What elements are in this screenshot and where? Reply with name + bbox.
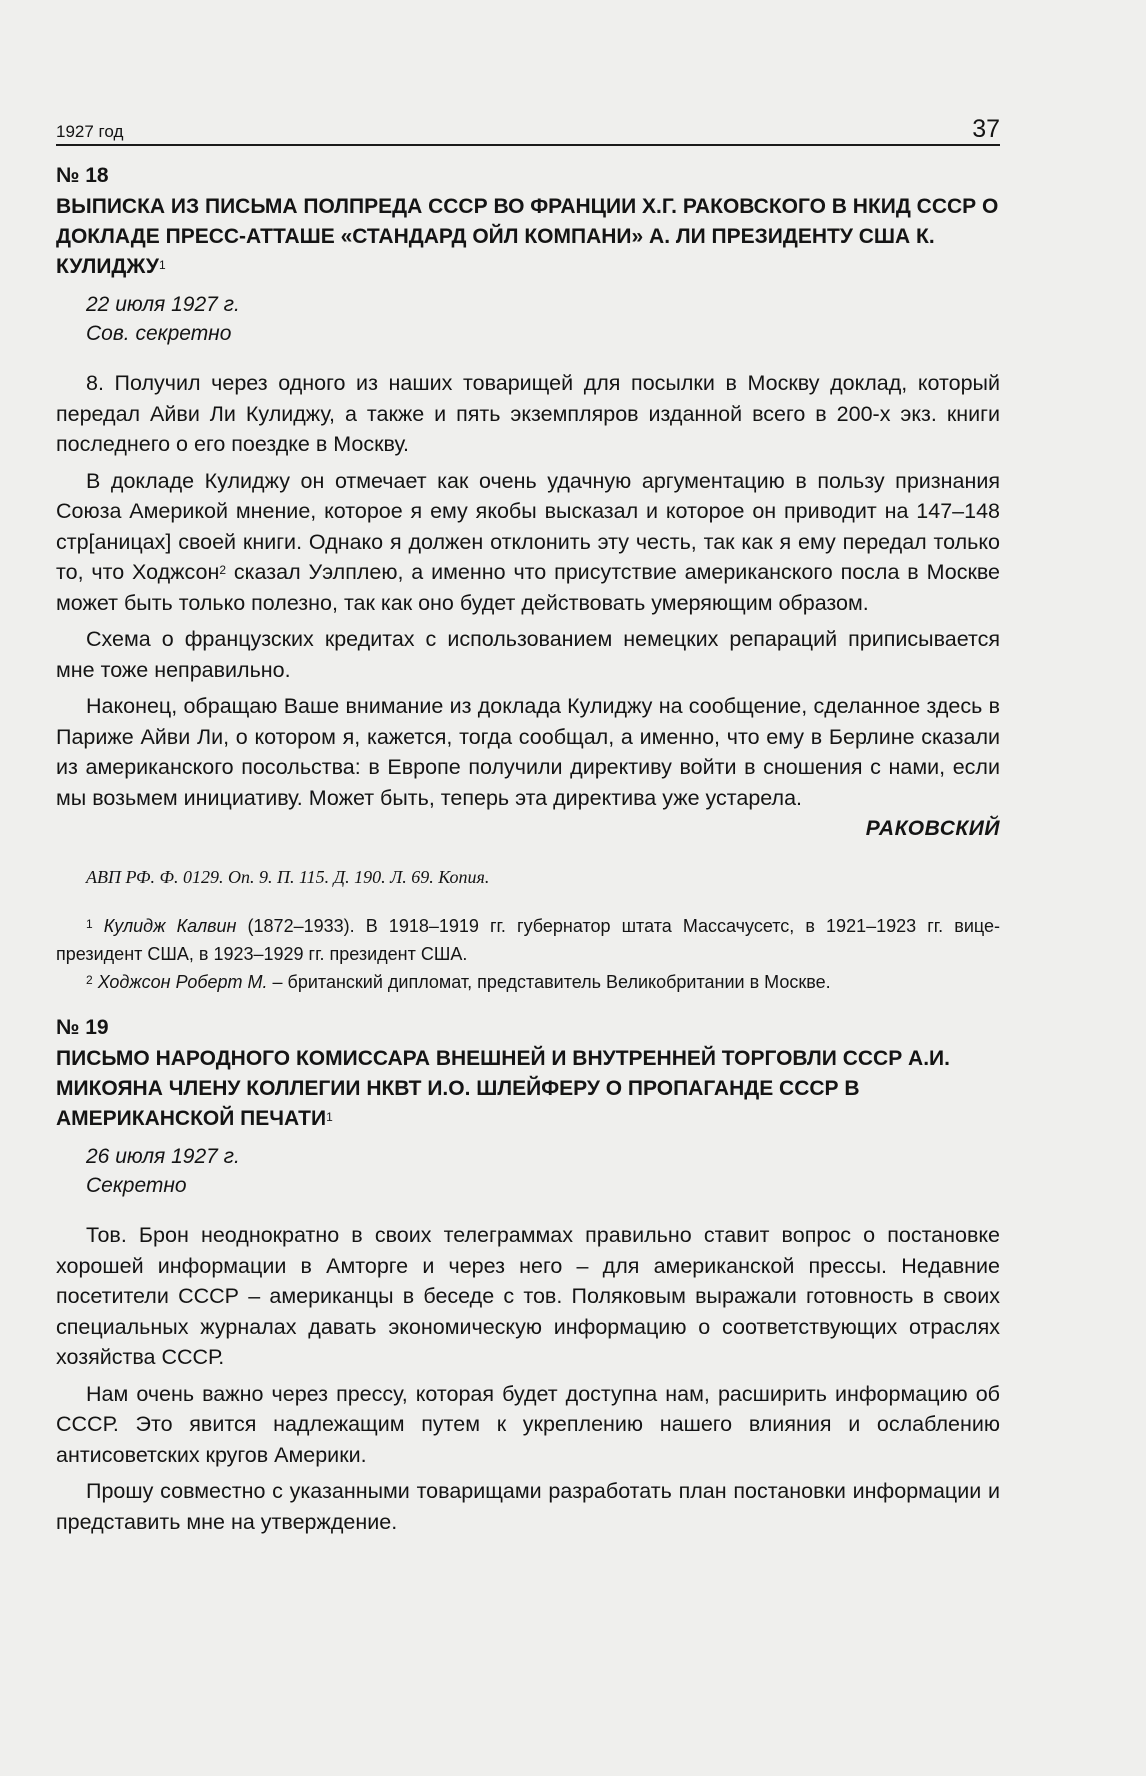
document-date: 26 июля 1927 г.: [86, 1145, 240, 1168]
paragraph: [56, 466, 1000, 619]
page-number: 37: [972, 115, 1000, 143]
document-title-text: ПИСЬМО НАРОДНОГО КОМИССАРА ВНЕШНЕЙ И ВНУТРЕННЕЙ ТОРГОВЛИ СССР А.И. МИКОЯНА ЧЛЕНУ КОЛЛЕГИИ НКВТ И.О. ШЛЕЙФЕРУ О ПРОПАГАНДЕ СССР В АМЕРИКАНСКОЙ ПЕЧАТИ: [56, 1047, 950, 1130]
paragraph: Прошу совместно с указанными товарищами разработать план постановки информации и представить мне на утверждение.: [56, 1479, 1000, 1534]
footnote-name: Ходжсон Роберт М.: [97, 972, 268, 992]
document-title-text: ВЫПИСКА ИЗ ПИСЬМА ПОЛПРЕДА СССР ВО ФРАНЦИИ Х.Г. РАКОВСКОГО В НКИД СССР О ДОКЛАДЕ ПРЕСС-АТТАШЕ «СТАНДАРД ОЙЛ КОМПАНИ» А. ЛИ ПРЕЗИДЕНТУ США К. КУЛИДЖУ: [56, 195, 999, 278]
footnote-ref: 1: [158, 258, 166, 272]
paragraph: Тов. Брон неоднократно в своих телеграммах правильно ставит вопрос о постановке хорошей информации в Амторге и через него – для американской прессы. Недавние посетители СССР – американцы в беседе с тов. Поляковым выражали готовность в своих специальных журналах давать экономическую информацию о соответствующих отраслях хозяйства СССР.: [56, 1223, 1000, 1369]
signature: РАКОВСКИЙ: [865, 817, 1000, 840]
paragraph: Наконец, обращаю Ваше внимание из доклада Кулиджу на сообщение, сделанное здесь в Париже Айви Ли, о котором я, кажется, тогда сообщал, а именно, что ему в Берлине сказали из американского посольства: в Европе получили директиву войти в сношения с нами, если мы возьмем инициативу. Может быть, теперь эта директива уже устарела.: [56, 694, 1000, 810]
classification-mark: Секретно: [86, 1174, 187, 1197]
footnote-name: Кулидж Калвин: [103, 916, 237, 936]
document-title: [56, 192, 1000, 282]
footnote-ref: 2: [219, 563, 227, 577]
document-title: [56, 1044, 1000, 1134]
footnote: [56, 912, 1000, 968]
document-18: [56, 164, 1000, 996]
footnote-mark: 2: [86, 973, 93, 987]
footnote: [56, 968, 1000, 996]
running-head: [56, 110, 1000, 146]
archive-reference: АВП РФ. Ф. 0129. Оп. 9. П. 115. Д. 190. Л. 69. Копия.: [86, 867, 490, 887]
paragraph-text: сказал Уэлплею, а именно что присутствие американского посла в Москве может быть только полезно, так как оно будет действовать умеряющим образом.: [56, 560, 1000, 615]
paragraph: 8. Получил через одного из наших товарищей для посылки в Москву доклад, который передал Айви Ли Кулиджу, а также и пять экземпляров изданной всего в 200-х экз. книги последнего о его поездке в Москву.: [56, 371, 1000, 456]
footnote-text: – британский дипломат, представитель Великобритании в Москве.: [267, 972, 831, 992]
paragraph-text: В докладе Кулиджу он отмечает как очень удачную аргументацию в пользу признания Союза Америкой мнение, которое я ему якобы высказал и которое он приводит на 147–148 стр[аницах] своей книги. Однако я должен отклонить эту честь, так как я ему передал только то, что Ходжсон: [56, 468, 1000, 584]
document-number: № 19: [56, 1016, 109, 1039]
running-head-year: 1927 год: [56, 122, 124, 141]
document-number: № 18: [56, 164, 109, 187]
classification-mark: Сов. секретно: [86, 322, 232, 345]
book-page: [56, 110, 1000, 1537]
paragraph: Схема о французских кредитах с использованием немецких репараций приписывается мне тоже неправильно.: [56, 627, 1000, 682]
footnote-text: (1872–1933). В 1918–1919 гг. губернатор штата Массачусетс, в 1921–1923 гг. вице-президент США, в 1923–1929 гг. президент США.: [56, 916, 1000, 964]
footnote-mark: 1: [86, 917, 93, 931]
document-date: 22 июля 1927 г.: [86, 293, 240, 316]
document-19: [56, 1016, 1000, 1537]
paragraph: Нам очень важно через прессу, которая будет доступна нам, расширить информацию об СССР. Это явится надлежащим путем к укреплению нашего влияния и ослаблению антисоветских кругов Америки.: [56, 1381, 1000, 1467]
footnote-ref: 1: [326, 1110, 333, 1124]
